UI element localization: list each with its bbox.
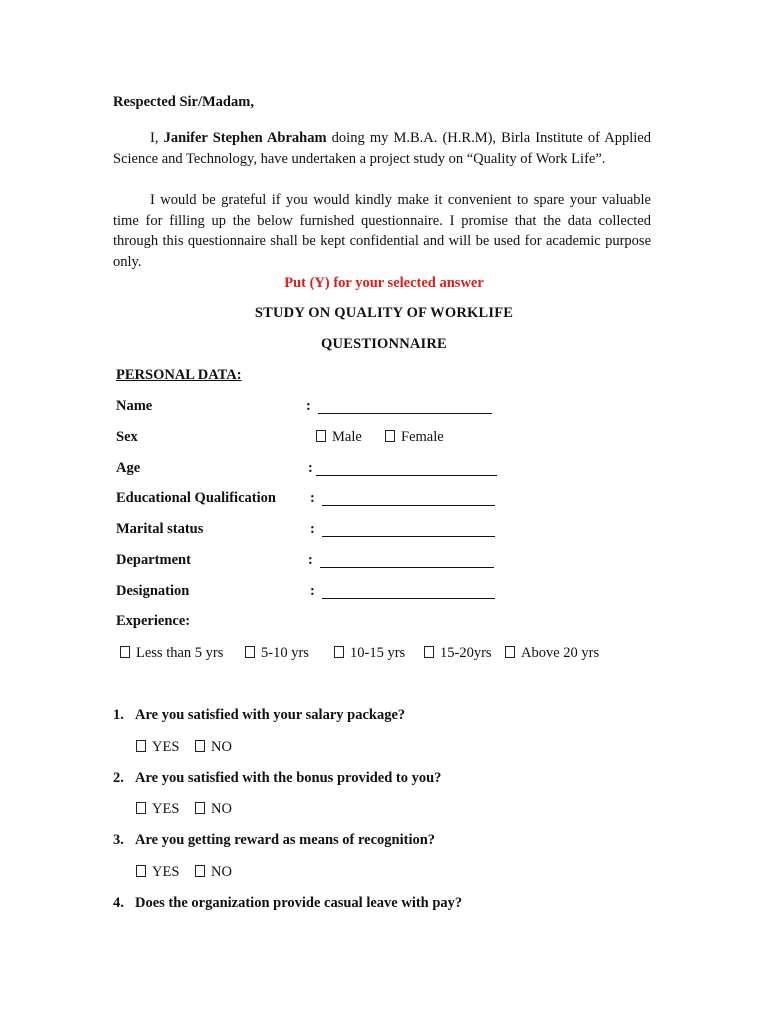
experience-option[interactable]	[334, 645, 405, 662]
answer-yes-label: YES	[152, 739, 180, 755]
name-colon: :	[306, 398, 311, 414]
name-label: Name	[116, 398, 153, 414]
checkbox-icon[interactable]	[424, 646, 434, 658]
experience-label: Experience:	[116, 613, 191, 629]
answer-no-label: NO	[211, 801, 232, 817]
sex-option-male[interactable]	[316, 429, 362, 446]
answer-no-label: NO	[211, 739, 232, 755]
experience-option[interactable]	[245, 645, 309, 662]
question-text: Are you satisfied with the bonus provided to you?	[135, 770, 442, 786]
checkbox-icon[interactable]	[385, 430, 395, 442]
salutation: Respected Sir/Madam,	[113, 94, 254, 110]
study-title: STUDY ON QUALITY OF WORKLIFE	[254, 305, 514, 321]
checkbox-icon[interactable]	[136, 802, 146, 814]
personal-data-heading: PERSONAL DATA:	[116, 367, 242, 383]
education-label: Educational Qualification	[116, 490, 276, 506]
sex-option-female[interactable]	[385, 429, 444, 446]
request-paragraph: I would be grateful if you would kindly make it convenient to spare your valuable time for filling up the below furnished questionnaire. I promise that the data collected through this questionnaire shall be kept confidential and will be used for academic purpose only.	[113, 192, 651, 270]
education-field[interactable]	[322, 505, 495, 506]
checkbox-icon[interactable]	[195, 802, 205, 814]
marital-label: Marital status	[116, 521, 204, 537]
experience-option-label: 10-15 yrs	[350, 645, 406, 661]
age-label: Age	[116, 460, 141, 476]
department-field[interactable]	[320, 567, 494, 568]
experience-option-label: Above 20 yrs	[521, 645, 600, 661]
sex-female-label: Female	[401, 429, 444, 445]
experience-option-label: 5-10 yrs	[261, 645, 309, 661]
answer-yes-label: YES	[152, 864, 180, 880]
answer-no[interactable]	[195, 739, 232, 756]
department-label: Department	[116, 552, 191, 568]
checkbox-icon[interactable]	[316, 430, 326, 442]
answer-no[interactable]	[195, 864, 232, 881]
education-colon: :	[310, 490, 315, 506]
experience-option[interactable]	[424, 645, 492, 662]
question-number: 4.	[113, 895, 124, 911]
experience-option-label: Less than 5 yrs	[136, 645, 224, 661]
experience-option[interactable]	[120, 645, 223, 662]
sex-label: Sex	[116, 429, 138, 445]
answer-yes[interactable]	[136, 801, 179, 818]
sex-male-label: Male	[332, 429, 362, 445]
answer-no-label: NO	[211, 864, 232, 880]
experience-option-label: 15-20yrs	[440, 645, 492, 661]
checkbox-icon[interactable]	[505, 646, 515, 658]
intro-rest: doing my M.B.A. (H.R.M), Birla Institute of Applied Science and Technology, have undertaken a project study on “Quality of Work Life”.	[113, 130, 651, 167]
designation-colon: :	[310, 583, 315, 599]
question-text: Are you satisfied with your salary package?	[135, 707, 406, 723]
author-name: Janifer Stephen Abraham	[163, 130, 327, 146]
question-number: 1.	[113, 707, 124, 723]
answer-yes[interactable]	[136, 864, 179, 881]
checkbox-icon[interactable]	[195, 865, 205, 877]
designation-field[interactable]	[322, 598, 495, 599]
checkbox-icon[interactable]	[136, 740, 146, 752]
question-number: 3.	[113, 832, 124, 848]
checkbox-icon[interactable]	[136, 865, 146, 877]
checkbox-icon[interactable]	[120, 646, 130, 658]
age-field[interactable]	[316, 475, 497, 476]
designation-label: Designation	[116, 583, 190, 599]
marital-field[interactable]	[322, 536, 495, 537]
checkbox-icon[interactable]	[334, 646, 344, 658]
name-field[interactable]	[318, 413, 492, 414]
answer-yes[interactable]	[136, 739, 179, 756]
questionnaire-title: QUESTIONNAIRE	[321, 336, 447, 352]
question-item	[113, 770, 441, 787]
intro-prefix: I,	[150, 130, 164, 146]
question-text: Are you getting reward as means of recognition?	[135, 832, 436, 848]
checkbox-icon[interactable]	[195, 740, 205, 752]
marital-colon: :	[310, 521, 315, 537]
intro-paragraph	[113, 128, 651, 169]
instruction-text: Put (Y) for your selected answer	[284, 275, 484, 291]
age-colon: :	[308, 460, 313, 476]
question-text: Does the organization provide casual leave with pay?	[135, 895, 463, 911]
answer-yes-label: YES	[152, 801, 180, 817]
department-colon: :	[308, 552, 313, 568]
question-number: 2.	[113, 770, 124, 786]
experience-option[interactable]	[505, 645, 599, 662]
checkbox-icon[interactable]	[245, 646, 255, 658]
question-item	[113, 707, 405, 724]
question-item	[113, 832, 435, 849]
answer-no[interactable]	[195, 801, 232, 818]
question-item	[113, 895, 462, 912]
